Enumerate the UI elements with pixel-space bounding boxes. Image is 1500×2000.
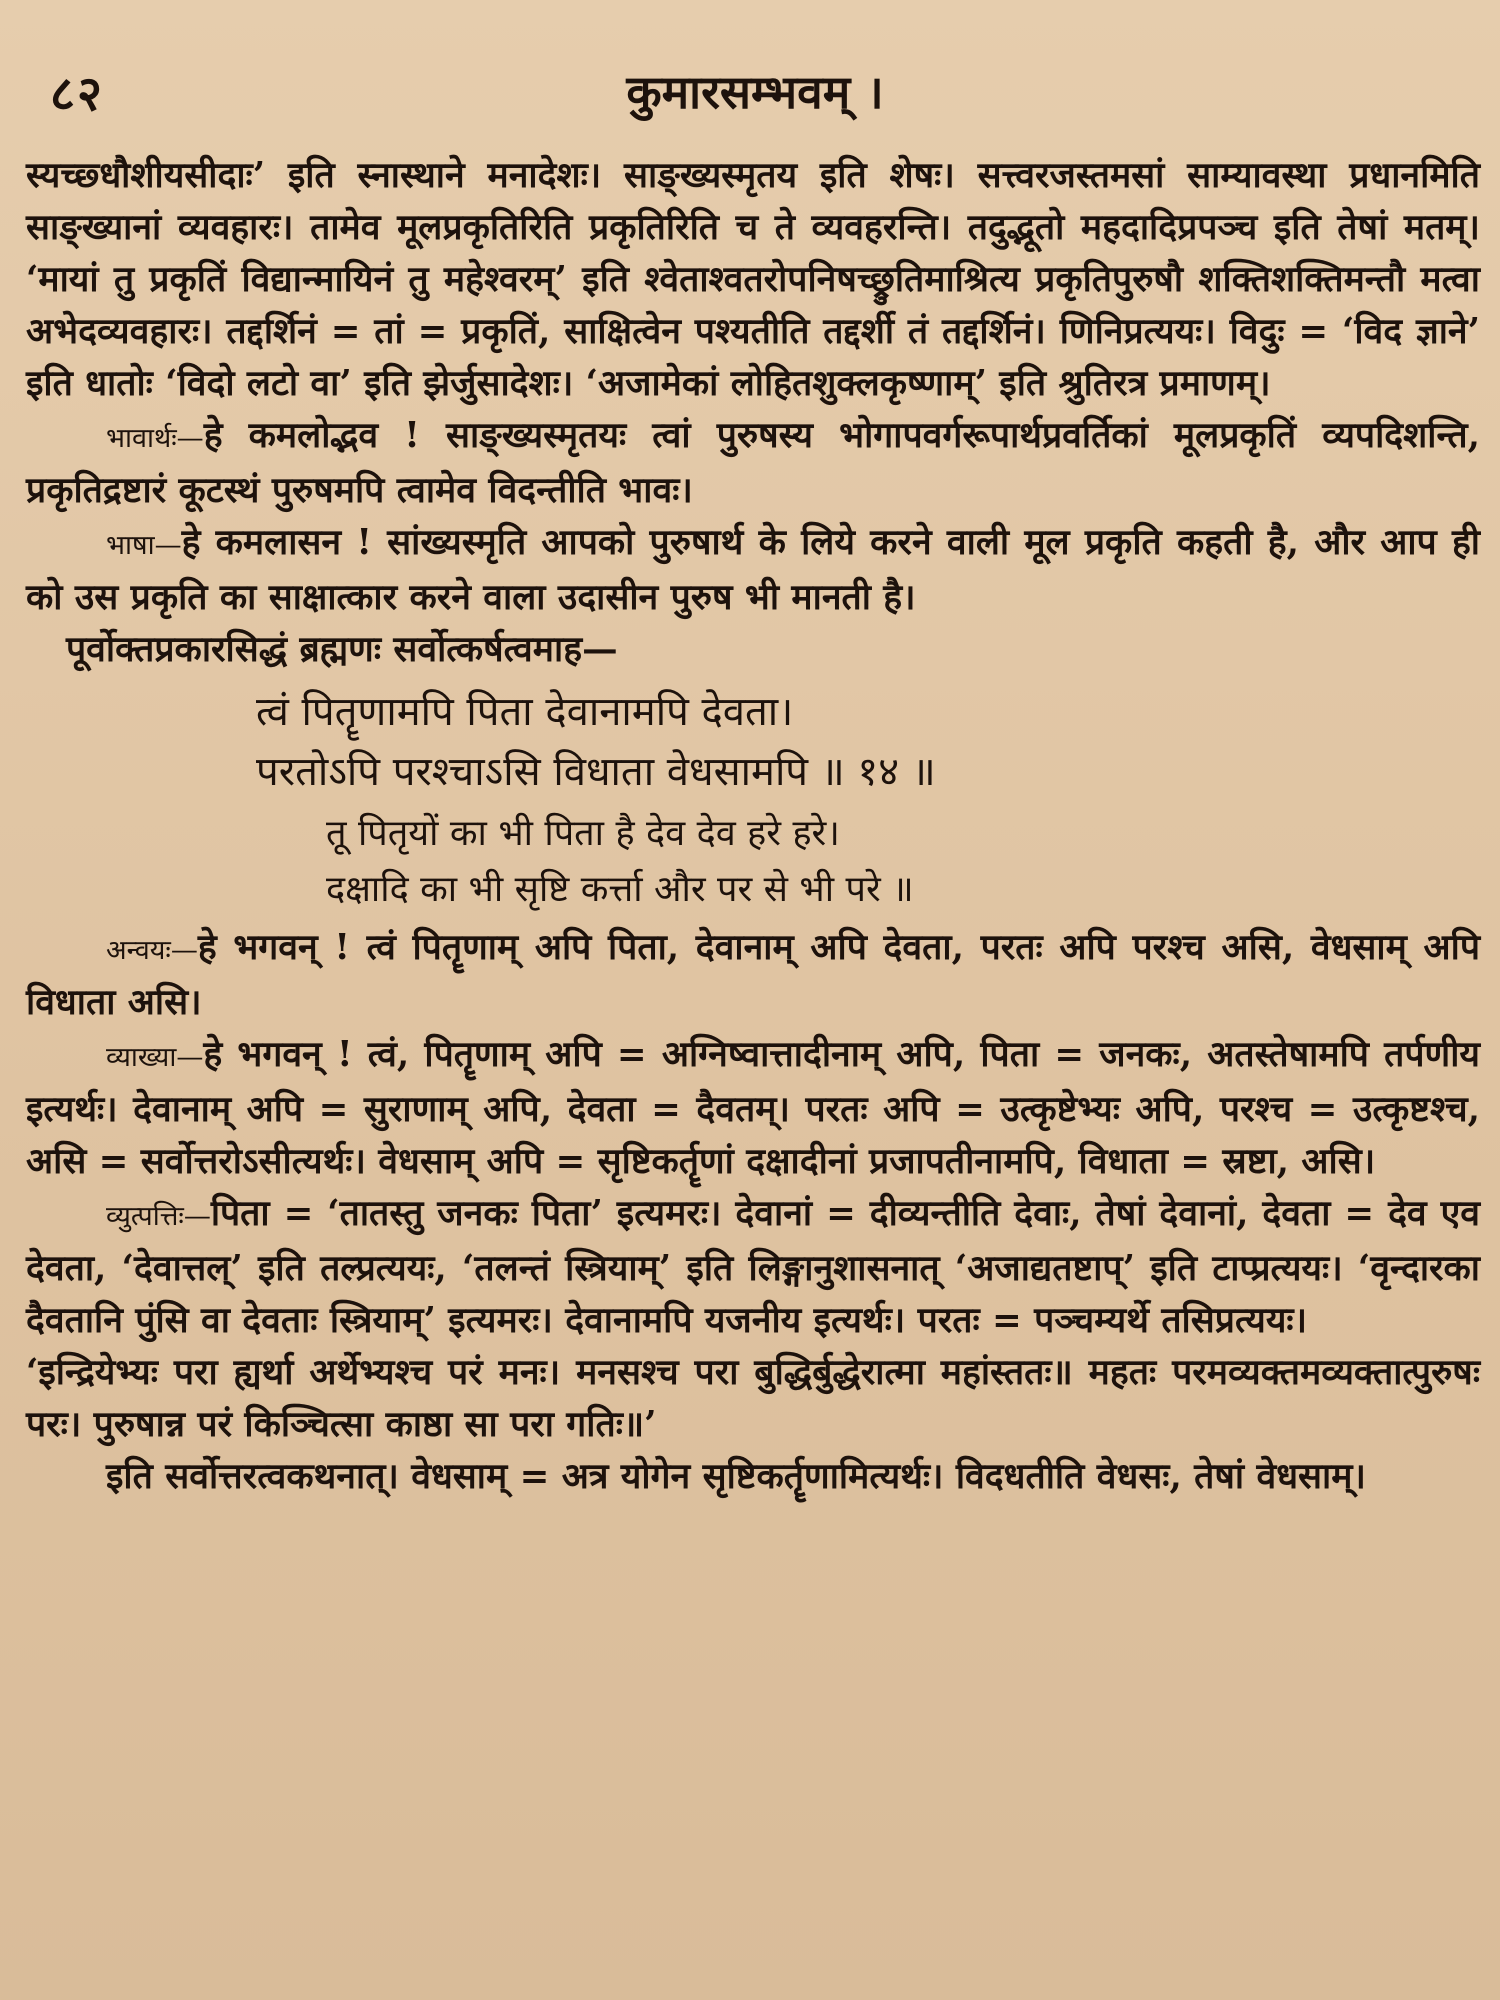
verse-line-1: त्वं पितॄणामपि पिता देवानामपि देवता। [256,689,794,735]
vyutpatti-paragraph [26,1188,1480,1347]
anvaya-paragraph [26,922,1480,1029]
page-header [50,60,1460,120]
vyutpatti-label: व्युत्पत्तिः— [106,1201,211,1232]
anvaya-label: अन्वयः— [106,935,198,966]
verse-translation-block [26,806,1480,918]
bhavartha-label: भावार्थः— [106,423,204,454]
verse-block [26,682,1480,802]
bhavartha-paragraph [26,410,1480,517]
page-body [26,150,1480,1503]
vyakhya-text: हे भगवन् ! त्वं, पितॄणाम् अपि = अग्निष्वात्तादीनाम् अपि, पिता = जनकः, अतस्तेषामपि तर्पणीय इत्यर्थः। देवानाम् अपि = सुराणाम् अपि, देवता = दैवतम्। परतः अपि = उत्कृष्टेभ्यः अपि, परश्च = उत्कृष्टश्च, असि = सर्वोत्तरोऽसीत्यर्थः। वेधसाम् अपि = सृष्टिकर्तॄणां दक्षादीनां प्रजापतीनामपि, विधाता = स्रष्टा, असि। [26,1034,1480,1182]
page-number: ८२ [50,66,104,122]
bhavartha-text: हे कमलोद्भव ! साङ्ख्यस्मृतयः त्वां पुरुषस्य भोगापवर्गरूपार्थप्रवर्तिकां मूलप्रकृतिं व्यपदिशन्ति, प्रकृतिद्रष्टारं कूटस्थं पुरुषमपि त्वामेव विदन्तीति भावः। [26,415,1480,511]
commentary-paragraph: स्यच्छ्धौशीयसीदाः’ इति स्नास्थाने मनादेशः। साङ्ख्यस्मृतय इति शेषः। सत्त्वरजस्तमसां साम्यावस्था प्रधानमिति साङ्ख्यानां व्यवहारः। तामेव मूलप्रकृतिरिति प्रकृतिरिति च ते व्यवहरन्ति। तदुद्भूतो महदादिप्रपञ्च इति तेषां मतम्। ‘मायां तु प्रकृतिं विद्यान्मायिनं तु महेश्वरम्’ इति श्वेताश्वतरोपनिषच्छ्रुतिमाश्रित्य प्रकृतिपुरुषौ शक्तिशक्तिमन्तौ मत्वा अभेदव्यवहारः। तद्दर्शिनं = तां = प्रकृतिं, साक्षित्वेन पश्यतीति तद्दर्शी तं तद्दर्शिनं। णिनिप्रत्ययः। विदुः = ‘विद ज्ञाने’ इति धातोः ‘विदो लटो वा’ इति झेर्जुसादेशः। ‘अजामेकां लोहितशुक्लकृष्णाम्’ इति श्रुतिरत्र प्रमाणम्। [26,155,1480,404]
translation-line-2: दक्षादि का भी सृष्टि कर्त्ता और पर से भी परे ॥ [326,869,914,910]
vyakhya-label: व्याख्या— [106,1042,204,1073]
bhasha-paragraph [26,517,1480,624]
translation-line-1: तू पितृयों का भी पिता है देव देव हरे हरे। [326,813,840,854]
vyutpatti-text: पिता = ‘तातस्तु जनकः पिता’ इत्यमरः। देवानां = दीव्यन्तीति देवाः, तेषां देवानां, देवता = देव एव देवता, ‘देवात्तल्’ इति तल्प्रत्ययः, ‘तलन्तं स्त्रियाम्’ इति लिङ्गानुशासनात् ‘अजाद्यतष्टाप्’ इति टाप्प्रत्ययः। ‘वृन्दारका दैवतानि पुंसि वा देवताः स्त्रियाम्’ इत्यमरः। देवानामपि यजनीय इत्यर्थः। परतः = पञ्चम्यर्थे तसिप्रत्ययः। [26,1193,1480,1341]
verse-intro: पूर्वोक्तप्रकारसिद्धं ब्रह्मणः सर्वोत्कर्षत्वमाह— [66,629,618,670]
running-title: कुमारसम्भवम् । [626,65,884,119]
vyakhya-paragraph [26,1029,1480,1188]
scripture-quote: ‘इन्द्रियेभ्यः परा ह्यर्था अर्थेभ्यश्च परं मनः। मनसश्च परा बुद्धिर्बुद्धेरात्मा महांस्ततः॥ महतः परमव्यक्तमव्यक्तात्पुरुषः परः। पुरुषान्न परं किञ्चित्सा काष्ठा सा परा गतिः॥’ [26,1352,1480,1445]
closing-paragraph: इति सर्वोत्तरत्वकथनात्। वेधसाम् = अत्र योगेन सृष्टिकर्तॄणामित्यर्थः। विदधतीति वेधसः, तेषां वेधसाम्। [106,1456,1366,1497]
bhasha-text: हे कमलासन ! सांख्यस्मृति आपको पुरुषार्थ के लिये करने वाली मूल प्रकृति कहती है, और आप ही को उस प्रकृति का साक्षात्कार करने वाला उदासीन पुरुष भी मानती है। [26,522,1480,618]
verse-line-2: परतोऽपि परश्चाऽसि विधाता वेधसामपि ॥ १४ ॥ [256,749,936,795]
anvaya-text: हे भगवन् ! त्वं पितॄणाम् अपि पिता, देवानाम् अपि देवता, परतः अपि परश्च असि, वेधसाम् अपि विधाता असि। [26,927,1480,1023]
bhasha-label: भाषा— [106,530,182,561]
